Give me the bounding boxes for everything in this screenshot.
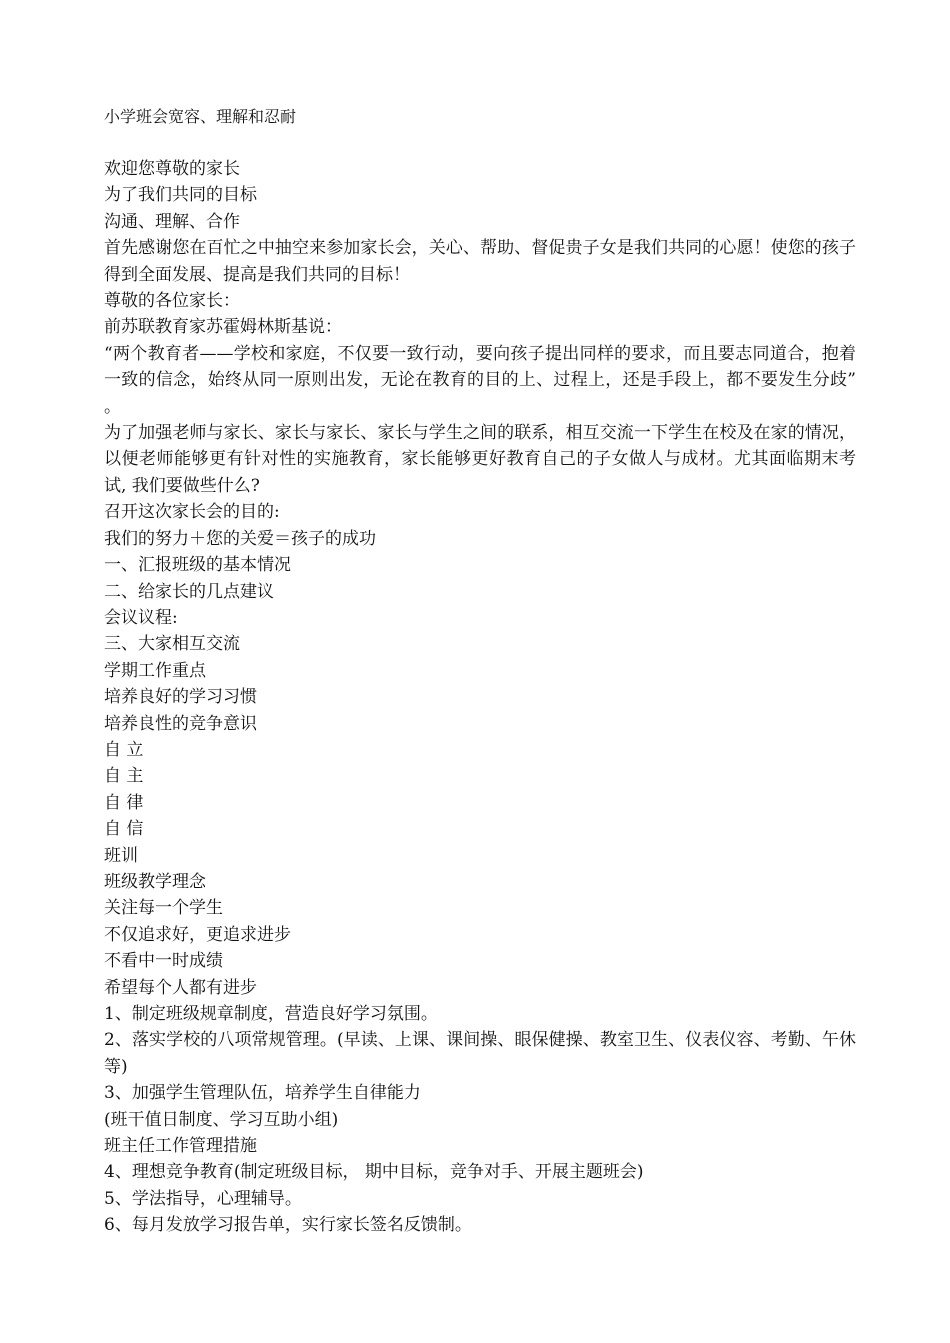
purpose-paragraph: 为了加强老师与家长、家长与家长、家长与学生之间的联系，相互交流一下学生在校及在家的情况，以便老师能够更有针对性的实施教育，家长能够更好教育自己的子女做人与成材。尤其面临期末考试, 我们要做些什么? — [104, 423, 856, 496]
salutation-line: 尊敬的各位家长： — [104, 291, 240, 312]
measure-item: 4、理想竞争教育(制定班级目标， 期中目标，竞争对手、开展主题班会) — [104, 1162, 644, 1183]
focus-item: 培养良好的学习习惯 — [104, 687, 257, 708]
philosophy-item: 希望每个人都有进步 — [104, 977, 257, 998]
motto-line: 我们的努力＋您的关爱＝孩子的成功 — [104, 528, 376, 549]
quote-intro-line: 前苏联教育家苏霍姆林斯基说： — [104, 317, 342, 338]
goal-line: 为了我们共同的目标 — [104, 185, 257, 206]
philosophy-item: 关注每一个学生 — [104, 898, 223, 919]
agenda-item: 一、汇报班级的基本情况 — [104, 555, 291, 576]
measure-item: 2、落实学校的八项常规管理。(早读、上课、课间操、眼保健操、教室卫生、仪表仪容、考勤、午休等) — [104, 1030, 856, 1077]
slogan-line: 沟通、理解、合作 — [104, 211, 240, 232]
focus-item: 培养良性的竞争意识 — [104, 713, 257, 734]
motto-word: 自 信 — [104, 819, 144, 840]
agenda-item: 三、大家相互交流 — [104, 634, 240, 655]
measure-item: 3、加强学生管理队伍，培养学生自律能力 — [104, 1083, 421, 1104]
teaching-philosophy-heading: 班级教学理念 — [104, 871, 206, 892]
motto-word: 自 立 — [104, 739, 144, 760]
philosophy-item: 不仅追求好，更追求进步 — [104, 924, 291, 945]
greeting-line: 欢迎您尊敬的家长 — [104, 159, 240, 179]
measure-item: 6、每月发放学习报告单，实行家长签名反馈制。 — [104, 1215, 472, 1236]
document-body — [104, 104, 856, 1239]
measure-item: 1、制定班级规章制度，营造良好学习氛围。 — [104, 1004, 438, 1024]
class-motto-heading: 班训 — [104, 845, 138, 866]
measure-item: 5、学法指导，心理辅导。 — [104, 1188, 302, 1209]
motto-word: 自 律 — [104, 792, 144, 813]
document-title: 小学班会宽容、理解和忍耐 — [104, 107, 297, 126]
agenda-heading: 会议议程: — [104, 607, 178, 628]
agenda-item: 二、给家长的几点建议 — [104, 581, 274, 602]
philosophy-item: 不看中一时成绩 — [104, 951, 223, 972]
quote-paragraph: “两个教育者——学校和家庭，不仅要一致行动，要向孩子提出同样的要求，而且要志同道合，抱着一致的信念，始终从同一原则出发，无论在教育的目的上、过程上，还是手段上，都不要发生分歧” 。 — [104, 343, 856, 417]
motto-word: 自 主 — [104, 766, 144, 787]
thanks-paragraph: 首先感谢您在百忙之中抽空来参加家长会，关心、帮助、督促贵子女是我们共同的心愿！使您的孩子得到全面发展、提高是我们共同的目标！ — [104, 238, 856, 285]
management-measures-heading: 班主任工作管理措施 — [104, 1136, 257, 1157]
measure-note: (班干值日制度、学习互助小组) — [104, 1109, 339, 1130]
meeting-purpose-heading: 召开这次家长会的目的: — [104, 502, 280, 523]
semester-focus-heading: 学期工作重点 — [104, 660, 206, 681]
